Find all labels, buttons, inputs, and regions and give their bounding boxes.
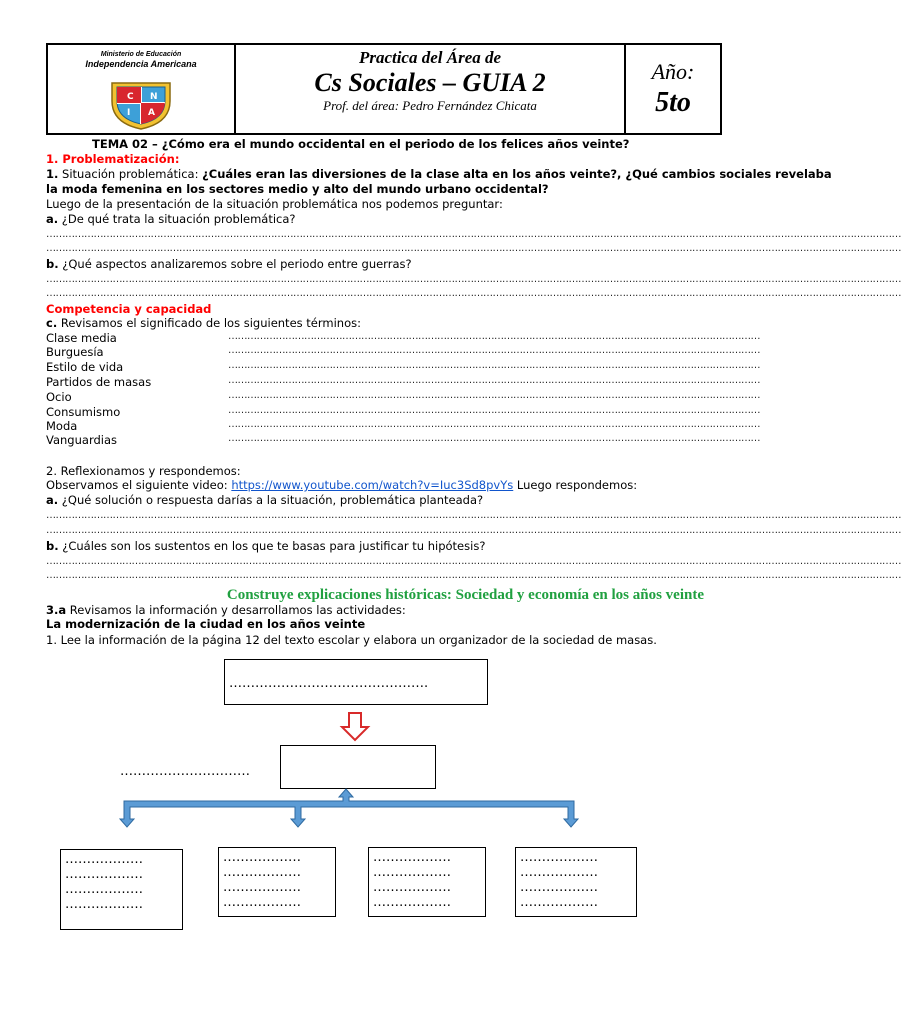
term-burguesia: Burguesía [46,345,104,359]
answer-line[interactable]: ……………………………………………………………………………………………………………………………………………………………………………………………………………………………………………… [46,288,901,299]
leaf-line: ……………… [520,880,598,895]
term-answer-line[interactable]: …………………………………………………………………………………………………………………………………………………… [228,345,760,356]
answer-line[interactable]: ……………………………………………………………………………………………………………………………………………………………………………………………………………………………………………… [46,274,901,285]
logo-cell [48,45,236,133]
question-2b-text: ¿Cuáles son los sustentos en los que te basas para justificar tu hipótesis? [58,539,486,553]
year-label: Año: [651,59,695,84]
answer-line[interactable]: ……………………………………………………………………………………………………………………………………………………………………………………………………………………………………………… [46,243,901,254]
question-2b-letter: b. [46,539,59,553]
section3-sub-text: Revisamos la información y desarrollamos las actividades: [66,603,406,617]
leaf-line: ……………… [373,895,451,910]
teacher-name: Prof. del área: Pedro Fernández Chicata [323,98,537,113]
leaf-line: ……………… [65,897,143,912]
term-consumismo: Consumismo [46,405,121,419]
question-2a-letter: a. [46,493,59,507]
video-link[interactable]: https://www.youtube.com/watch?v=Iuc3Sd8pvYs [231,478,514,492]
leaf-line: ……………… [373,865,451,880]
section3-heading: Construye explicaciones históricas: Sociedad y economía en los años veinte [226,587,704,603]
title-line-2: Cs Sociales – GUIA 2 [314,68,546,97]
diagram-side-label[interactable]: ………………………… [120,764,250,779]
shield-letter-c: C [127,92,134,102]
problematizacion-heading: 1. Problematización: [46,152,180,166]
ministry-label: Ministerio de Educación [100,51,182,58]
video-line [46,478,637,492]
section3-subtitle: La modernización de la ciudad en los años veinte [46,617,366,631]
header-table [46,43,722,135]
situacion-line-1 [46,167,832,181]
question-c-letter: c. [46,316,58,330]
question-2a [46,493,483,507]
question-1a-text: ¿De qué trata la situación problemática? [58,212,296,226]
leaf-line: ……………… [223,850,301,865]
answer-line[interactable]: ……………………………………………………………………………………………………………………………………………………………………………………………………………………………………………… [46,229,901,240]
term-partidos-de-masas: Partidos de masas [46,375,152,389]
term-answer-line[interactable]: …………………………………………………………………………………………………………………………………………………… [228,390,760,401]
leaf-line: ……………… [520,865,598,880]
title-line-1: Practica del Área de [358,48,502,67]
question-1b-text: ¿Qué aspectos analizaremos sobre el periodo entre guerras? [58,257,412,271]
reflexionamos-heading: 2. Reflexionamos y respondemos: [46,464,241,478]
shield-letter-n: N [150,92,158,102]
diagram-leaf-box-3[interactable] [368,847,486,917]
year-cell [626,45,720,133]
situacion-question-1: ¿Cuáles eran las diversiones de la clase alta en los años veinte?, ¿Qué cambios sociales revelaba [202,167,832,181]
title-cell [236,45,626,133]
section3-sub [46,603,406,617]
school-name: Independencia Americana [85,59,197,69]
leaf-line: ……………… [373,850,451,865]
term-answer-line[interactable]: …………………………………………………………………………………………………………………………………………………… [228,419,760,430]
diagram-leaf-box-2[interactable] [218,847,336,917]
situacion-label: Situación problemática: [58,167,203,181]
question-2b [46,539,485,553]
year-value: 5to [655,87,691,118]
situacion-num: 1. [46,167,59,181]
answer-line[interactable]: ……………………………………………………………………………………………………………………………………………………………………………………………………………………………………………… [46,556,901,567]
term-answer-line[interactable]: …………………………………………………………………………………………………………………………………………………… [228,331,760,342]
leaf-line: ……………… [520,895,598,910]
diagram-top-box-text: ………………………………………. [229,676,429,691]
term-answer-line[interactable]: …………………………………………………………………………………………………………………………………………………… [228,433,760,444]
section3-instruction: 1. Lee la información de la página 12 del texto escolar y elabora un organizador de la sociedad de masas. [46,633,657,647]
shield-letter-a: A [148,108,155,118]
video-suffix: Luego respondemos: [513,478,638,492]
diagram-middle-box[interactable] [280,745,436,789]
answer-line[interactable]: ……………………………………………………………………………………………………………………………………………………………………………………………………………………………………………… [46,510,901,521]
term-clase-media: Clase media [46,331,117,345]
section3-sub-num: 3.a [46,603,67,617]
leaf-line: ……………… [223,880,301,895]
term-moda: Moda [46,419,78,433]
leaf-line: ……………… [65,882,143,897]
leaf-line: ……………… [223,895,301,910]
tema-title: TEMA 02 – ¿Cómo era el mundo occidental en el periodo de los felices años veinte? [92,137,630,151]
down-arrow-icon [340,712,370,742]
leaf-line: ……………… [65,852,143,867]
term-vanguardias: Vanguardias [46,433,118,447]
diagram-top-box[interactable] [224,659,488,705]
video-prefix: Observamos el siguiente video: [46,478,232,492]
diagram-leaf-box-4[interactable] [515,847,637,917]
school-shield-icon [108,79,174,131]
leaf-line: ……………… [223,865,301,880]
situacion-question-2: la moda femenina en los sectores medio y alto del mundo urbano occidental? [46,182,549,196]
leaf-line: ……………… [65,867,143,882]
competencia-heading: Competencia y capacidad [46,302,212,316]
question-1b [46,257,412,271]
question-c-text: Revisamos el significado de los siguientes términos: [57,316,361,330]
term-estilo-de-vida: Estilo de vida [46,360,124,374]
question-1a [46,212,296,226]
term-answer-line[interactable]: …………………………………………………………………………………………………………………………………………………… [228,360,760,371]
question-2a-text: ¿Qué solución o respuesta darías a la situación, problemática planteada? [58,493,484,507]
question-1b-letter: b. [46,257,59,271]
question-c [46,316,361,330]
term-ocio: Ocio [46,390,72,404]
situacion-intro: Luego de la presentación de la situación problemática nos podemos preguntar: [46,197,503,211]
answer-line[interactable]: ……………………………………………………………………………………………………………………………………………………………………………………………………………………………………………… [46,570,901,581]
term-answer-line[interactable]: …………………………………………………………………………………………………………………………………………………… [228,375,760,386]
question-1a-letter: a. [46,212,59,226]
leaf-line: ……………… [520,850,598,865]
diagram-leaf-box-1[interactable] [60,849,183,930]
leaf-line: ……………… [373,880,451,895]
shield-letter-i: I [127,108,131,118]
answer-line[interactable]: ……………………………………………………………………………………………………………………………………………………………………………………………………………………………………………… [46,525,901,536]
branch-connector-icon [112,787,582,837]
term-answer-line[interactable]: …………………………………………………………………………………………………………………………………………………… [228,405,760,416]
